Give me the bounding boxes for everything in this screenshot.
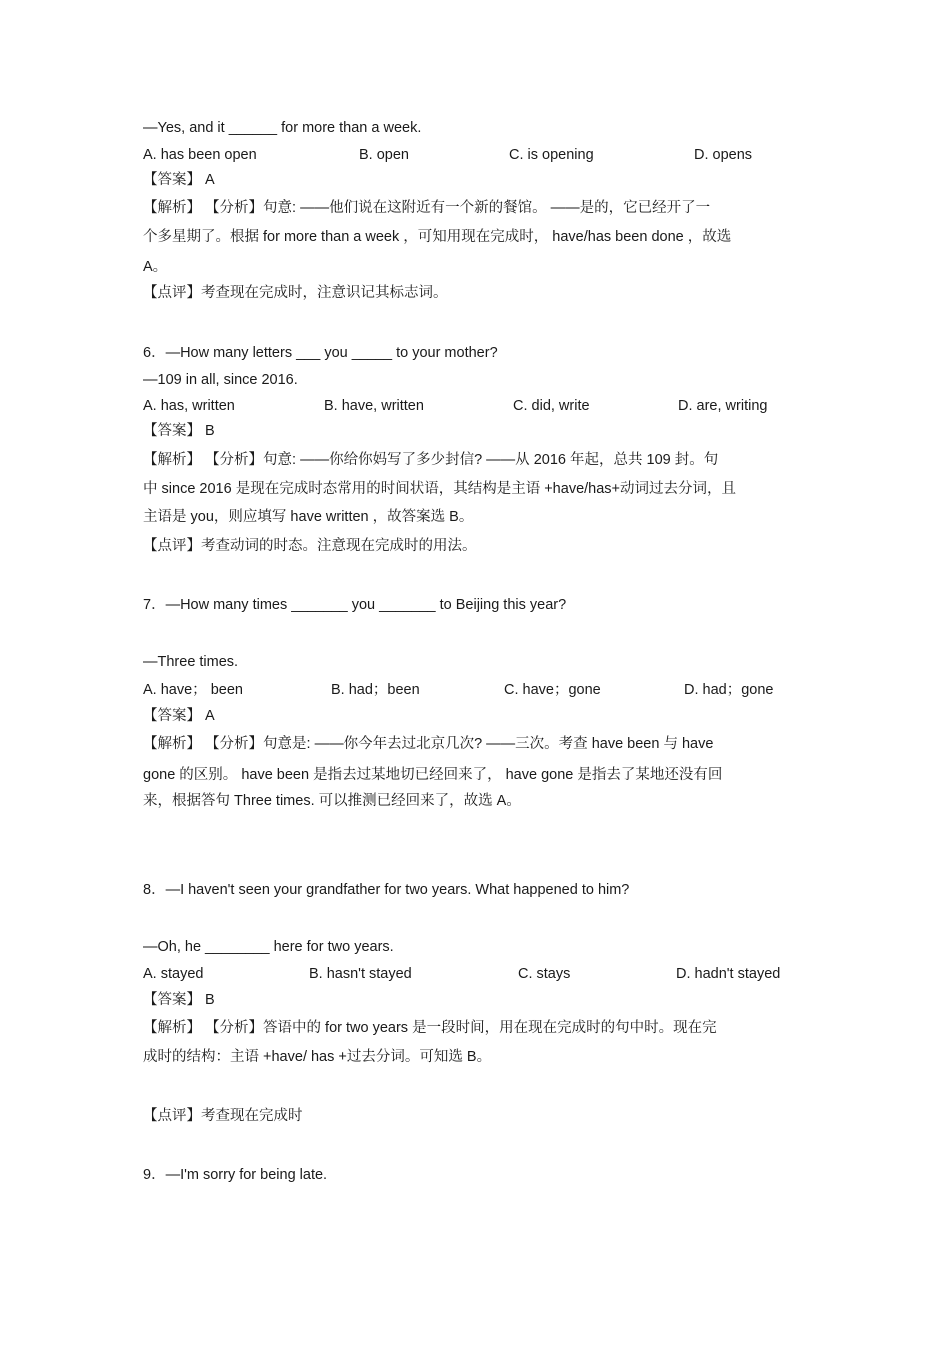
q7-option-b: B. had；been — [331, 682, 420, 698]
q6-option-c: C. did, write — [513, 398, 590, 414]
q5-option-b: B. open — [359, 147, 409, 163]
q5-option-a: A. has been open — [143, 147, 257, 163]
q8-dialogue-line: —Oh, he ________ here for two years. — [143, 939, 394, 955]
q6-comment: 【点评】考查动词的时态。注意现在完成时的用法。 — [143, 538, 477, 554]
q7-analysis-line-2: gone 的区别。 have been 是指去过某地切已经回来了， have gone 是指去了某地还没有回 — [143, 767, 723, 783]
q6-option-d: D. are, writing — [678, 398, 768, 414]
q7-analysis-line-3: 来，根据答句 Three times. 可以推测已经回来了，故选 A。 — [143, 793, 521, 809]
q6-analysis-line-3: 主语是 you，则应填写 have written ，故答案选 B。 — [143, 509, 474, 525]
q7-analysis-line-1: 【解析】 【分析】句意是: ——你今年去过北京几次? ——三次。考查 have been 与 have — [143, 736, 714, 752]
q8-option-d: D. hadn't stayed — [676, 966, 781, 982]
q6-analysis-line-2: 中 since 2016 是现在完成时态常用的时间状语，其结构是主语 +have/has+动词过去分词，且 — [143, 481, 737, 497]
q8-option-a: A. stayed — [143, 966, 204, 982]
q7-option-c: C. have；gone — [504, 682, 601, 698]
q9-question: 9．—I'm sorry for being late. — [143, 1167, 328, 1183]
q7-option-a: A. have； been — [143, 682, 243, 698]
q8-analysis-line-2: 成时的结构：主语 +have/ has +过去分词。可知选 B。 — [143, 1049, 492, 1065]
q6-option-a: A. has, written — [143, 398, 235, 414]
q6-question: 6．—How many letters ___ you _____ to your mother? — [143, 345, 498, 361]
q5-answer: 【答案】 A — [143, 172, 215, 188]
q8-option-c: C. stays — [518, 966, 571, 982]
q5-analysis-line-2: 个多星期了。根据 for more than a week ，可知用现在完成时， have/has been done ，故选 — [143, 229, 732, 245]
q5-analysis-line-1: 【解析】 【分析】句意: ——他们说在这附近有一个新的餐馆。 ——是的，它已经开了一 — [143, 200, 711, 216]
q8-answer: 【答案】 B — [143, 992, 215, 1008]
q5-dialogue-line: —Yes, and it ______ for more than a week. — [143, 120, 422, 136]
q5-option-d: D. opens — [694, 147, 753, 163]
q8-question: 8．—I haven't seen your grandfather for two years. What happened to him? — [143, 882, 630, 898]
q6-option-b: B. have, written — [324, 398, 424, 414]
q8-option-b: B. hasn't stayed — [309, 966, 412, 982]
q7-answer: 【答案】 A — [143, 708, 215, 724]
q8-analysis-line-1: 【解析】 【分析】答语中的 for two years 是一段时间，用在现在完成时的句中时。现在完 — [143, 1020, 717, 1036]
q6-answer: 【答案】 B — [143, 423, 215, 439]
q6-analysis-line-1: 【解析】 【分析】句意: ——你给你妈写了多少封信? ——从 2016 年起，总共 109 封。句 — [143, 452, 719, 468]
q5-option-c: C. is opening — [509, 147, 594, 163]
q6-dialogue-line: —109 in all, since 2016. — [143, 372, 298, 388]
q5-comment: 【点评】考查现在完成时，注意识记其标志词。 — [143, 285, 448, 301]
q7-dialogue-line: —Three times. — [143, 654, 239, 670]
q8-comment: 【点评】考查现在完成时 — [143, 1108, 303, 1124]
q7-question: 7．—How many times _______ you _______ to Beijing this year? — [143, 597, 567, 613]
q7-option-d: D. had；gone — [684, 682, 774, 698]
q5-analysis-line-3: A。 — [143, 259, 168, 275]
